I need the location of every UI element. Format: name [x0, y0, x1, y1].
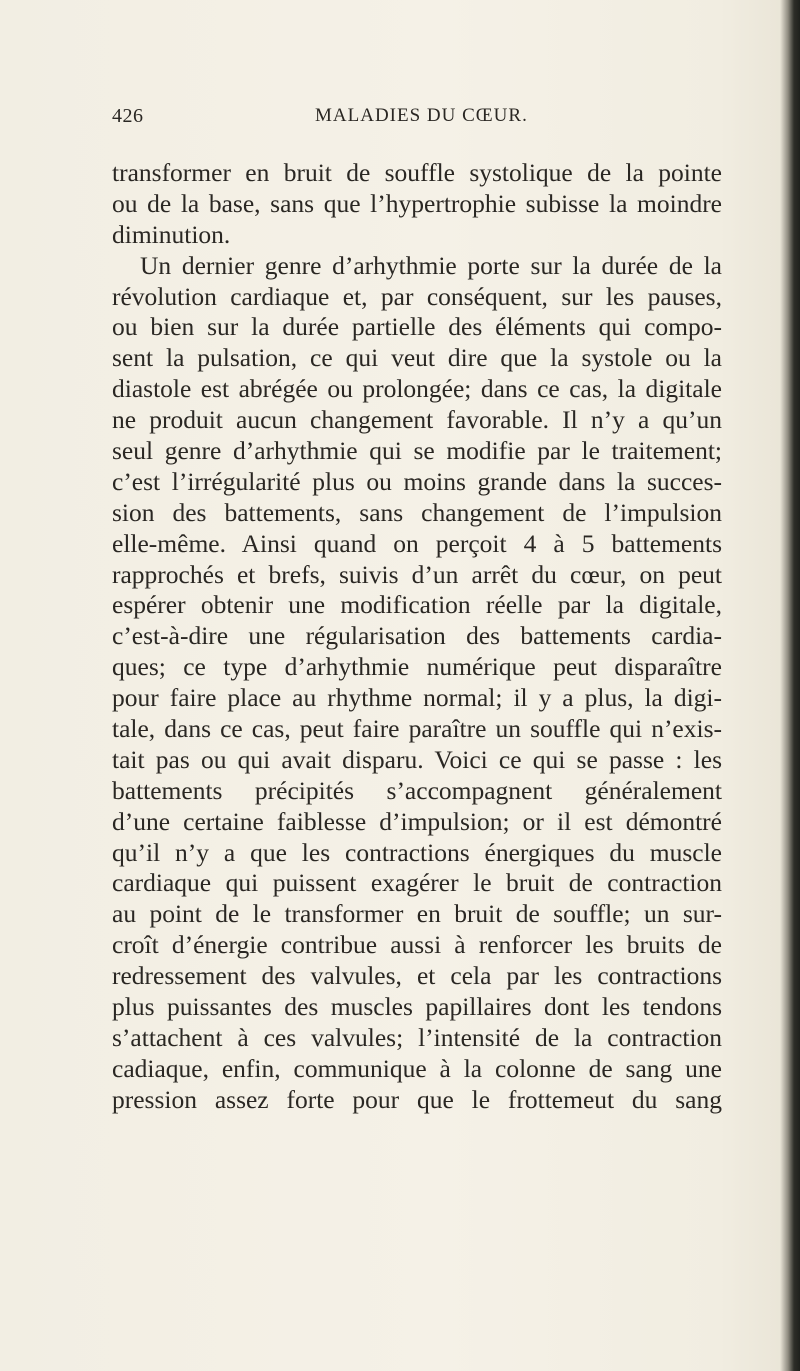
text-line: c’est-à-dire une régularisation des battements cardia- — [112, 621, 722, 651]
text-line: rapprochés et brefs, suivis d’un arrêt du cœur, on peut — [112, 559, 722, 589]
text-line: ne produit aucun changement favorable. Il n’y a qu’un — [112, 405, 722, 435]
text-line: plus puissantes des muscles papillaires dont les tendons — [112, 992, 722, 1022]
text-line: cardiaque qui puissent exagérer le bruit de contraction — [112, 868, 722, 898]
text-line: c’est l’irrégularité plus ou moins grande dans la succes- — [112, 466, 722, 496]
text-line: pour faire place au rhythme normal; il y a plus, la digi- — [112, 683, 722, 713]
page-header — [112, 105, 722, 135]
text-line: tale, dans ce cas, peut faire paraître un souffle qui n’exis- — [112, 714, 722, 744]
page-edge-shadow — [780, 0, 800, 1371]
page-number: 426 — [112, 105, 144, 127]
body-text — [112, 158, 722, 1116]
text-line: qu’il n’y a que les contractions énergiques du muscle — [112, 837, 722, 867]
text-line: transformer en bruit de souffle systolique de la pointe — [112, 158, 722, 187]
text-line: sion des battements, sans changement de l’impulsion — [112, 497, 722, 527]
text-line: sent la pulsation, ce qui veut dire que la systole ou la — [112, 343, 722, 373]
text-line: battements précipités s’accompagnent généralement — [112, 775, 722, 805]
text-line: diminution. — [112, 219, 231, 249]
text-line: espérer obtenir une modification réelle par la digitale, — [112, 590, 722, 620]
text-line: elle-même. Ainsi quand on perçoit 4 à 5 battements — [112, 528, 722, 558]
paragraph-first-line: Un dernier genre d’arhythmie porte sur la durée de la — [140, 250, 722, 280]
text-line: cadiaque, enfin, communique à la colonne de sang une — [112, 1053, 722, 1083]
running-head: MALADIES DU CŒUR. — [315, 105, 528, 126]
text-line: redressement des valvules, et cela par les contractions — [112, 961, 722, 991]
text-line: ques; ce type d’arhythmie numérique peut disparaître — [112, 652, 722, 682]
text-line: tait pas ou qui avait disparu. Voici ce qui se passe : les — [112, 744, 722, 774]
text-line: diastole est abrégée ou prolongée; dans ce cas, la digitale — [112, 374, 722, 404]
text-line: pression assez forte pour que le frottemeut du sang — [112, 1084, 722, 1114]
text-line: au point de le transformer en bruit de souffle; un sur- — [112, 899, 722, 929]
text-line: d’une certaine faiblesse d’impulsion; or il est démontré — [112, 806, 722, 836]
text-line: s’attachent à ces valvules; l’intensité de la contraction — [112, 1022, 722, 1052]
text-line: ou bien sur la durée partielle des éléments qui compo- — [112, 312, 722, 342]
text-line: ou de la base, sans que l’hypertrophie subisse la moindre — [112, 188, 722, 218]
text-line: croît d’énergie contribue aussi à renforcer les bruits de — [112, 930, 722, 960]
text-line: révolution cardiaque et, par conséquent, sur les pauses, — [112, 281, 722, 311]
text-line: seul genre d’arhythmie qui se modifie par le traitement; — [112, 436, 722, 466]
